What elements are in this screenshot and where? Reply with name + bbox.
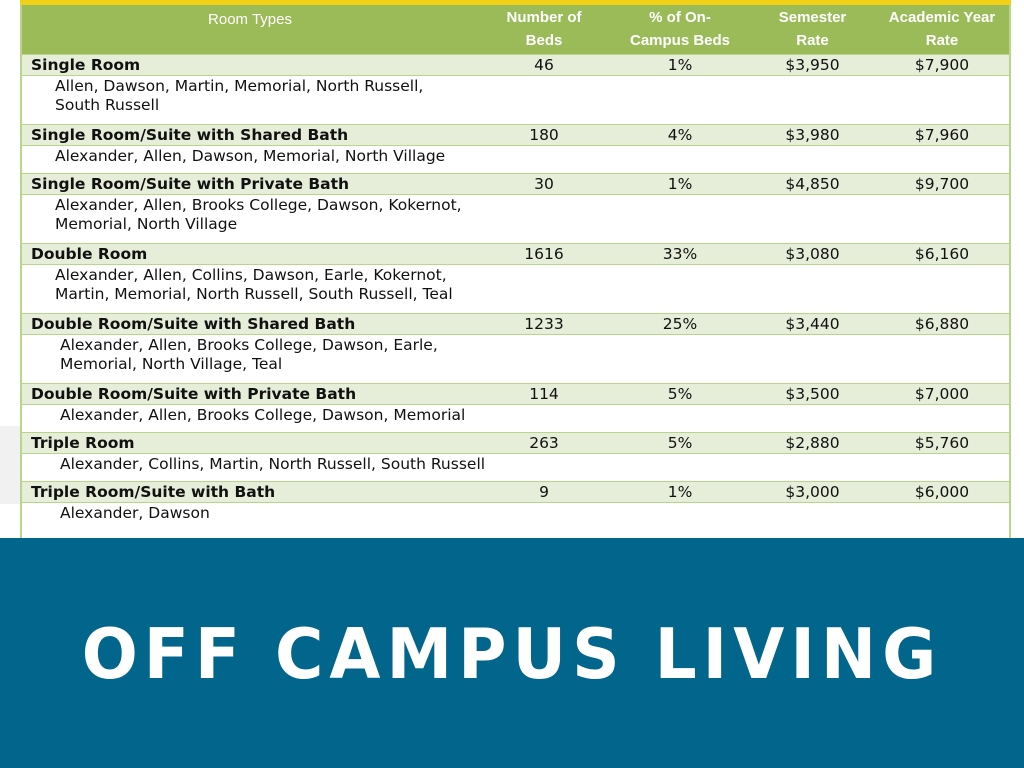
halls-line: Alexander, Allen, Brooks College, Dawson, Memorial [60, 405, 466, 424]
halls-list [22, 502, 1009, 530]
percent-value: 33% [662, 244, 698, 263]
halls-row [22, 264, 1009, 313]
halls-line: Allen, Dawson, Martin, Memorial, North Russell, [55, 76, 424, 95]
table-row [22, 383, 1009, 404]
beds-value: 180 [529, 125, 559, 144]
halls-line: South Russell [55, 95, 160, 114]
table-row [22, 313, 1009, 334]
academic-year-rate-value: $7,900 [914, 55, 970, 74]
beds-value: 114 [529, 384, 559, 403]
halls-line: Alexander, Allen, Brooks College, Dawson, Kokernot, [55, 195, 462, 214]
room-type-name: Triple Room/Suite with Bath [31, 482, 276, 501]
room-type-name: Single Room [31, 55, 141, 74]
semester-rate-value: $2,880 [785, 433, 840, 452]
halls-list [22, 264, 1009, 313]
beds-value: 30 [534, 174, 554, 193]
halls-list [22, 194, 1009, 243]
percent-value: 1% [667, 482, 693, 501]
halls-row [22, 75, 1009, 124]
halls-list [22, 453, 1009, 481]
academic-year-rate-value: $9,700 [914, 174, 970, 193]
academic-year-rate-value: $6,880 [914, 314, 970, 333]
percent-value: 5% [667, 433, 693, 452]
table-header [22, 5, 1009, 54]
halls-list [22, 334, 1009, 383]
table-row [22, 124, 1009, 145]
halls-list [22, 145, 1009, 173]
table-row [22, 173, 1009, 194]
table-body [22, 54, 1009, 530]
room-rates-table-frame [20, 5, 1011, 538]
room-type-name: Single Room/Suite with Private Bath [31, 174, 350, 193]
room-type-name: Triple Room [31, 433, 135, 452]
halls-line: Alexander, Dawson [60, 503, 210, 522]
header-semester-rate: Semester Rate [778, 9, 847, 50]
halls-row [22, 404, 1009, 432]
semester-rate-value: $3,500 [785, 384, 840, 403]
academic-year-rate-value: $6,160 [914, 244, 970, 263]
halls-row [22, 502, 1009, 530]
table-row [22, 54, 1009, 75]
table-row [22, 243, 1009, 264]
beds-value: 1616 [524, 244, 564, 263]
semester-rate-value: $3,000 [785, 482, 840, 501]
halls-line: Alexander, Collins, Martin, North Russell, South Russell [60, 454, 486, 473]
table-row [22, 432, 1009, 453]
percent-value: 4% [667, 125, 693, 144]
academic-year-rate-value: $5,760 [914, 433, 970, 452]
halls-line: Martin, Memorial, North Russell, South Russell, Teal [55, 284, 453, 303]
halls-line: Alexander, Allen, Collins, Dawson, Earle, Kokernot, [55, 265, 447, 284]
halls-line: Alexander, Allen, Brooks College, Dawson, Earle, [60, 335, 438, 354]
halls-list [22, 75, 1009, 124]
banner-title: OFF CAMPUS LIVING [81, 614, 943, 695]
beds-value: 46 [534, 55, 554, 74]
header-percent-beds: % of On- Campus Beds [629, 9, 731, 50]
beds-value: 1233 [524, 314, 564, 333]
percent-value: 1% [667, 55, 693, 74]
halls-line: Memorial, North Village [55, 214, 238, 233]
academic-year-rate-value: $7,000 [914, 384, 970, 403]
halls-row [22, 453, 1009, 481]
halls-row [22, 194, 1009, 243]
header-number-of-beds: Number of Beds [506, 9, 582, 50]
room-type-name: Double Room [31, 244, 148, 263]
room-type-name: Double Room/Suite with Private Bath [31, 384, 357, 403]
halls-line: Alexander, Allen, Dawson, Memorial, North Village [55, 146, 446, 165]
semester-rate-value: $3,980 [785, 125, 840, 144]
beds-value: 263 [529, 433, 559, 452]
academic-year-rate-value: $6,000 [914, 482, 970, 501]
room-rates-table [22, 5, 1009, 530]
halls-list [22, 404, 1009, 432]
header-academic-year-rate: Academic Year Rate [888, 9, 996, 50]
semester-rate-value: $3,950 [785, 55, 840, 74]
semester-rate-value: $3,440 [785, 314, 840, 333]
semester-rate-value: $3,080 [785, 244, 840, 263]
header-room-types: Room Types [208, 11, 292, 28]
halls-row [22, 145, 1009, 173]
percent-value: 5% [667, 384, 693, 403]
semester-rate-value: $4,850 [785, 174, 840, 193]
beds-value: 9 [539, 482, 549, 501]
academic-year-rate-value: $7,960 [914, 125, 970, 144]
halls-row [22, 334, 1009, 383]
room-type-name: Double Room/Suite with Shared Bath [31, 314, 356, 333]
halls-line: Memorial, North Village, Teal [60, 354, 283, 373]
room-type-name: Single Room/Suite with Shared Bath [31, 125, 349, 144]
percent-value: 1% [667, 174, 693, 193]
table-row [22, 481, 1009, 502]
percent-value: 25% [662, 314, 698, 333]
